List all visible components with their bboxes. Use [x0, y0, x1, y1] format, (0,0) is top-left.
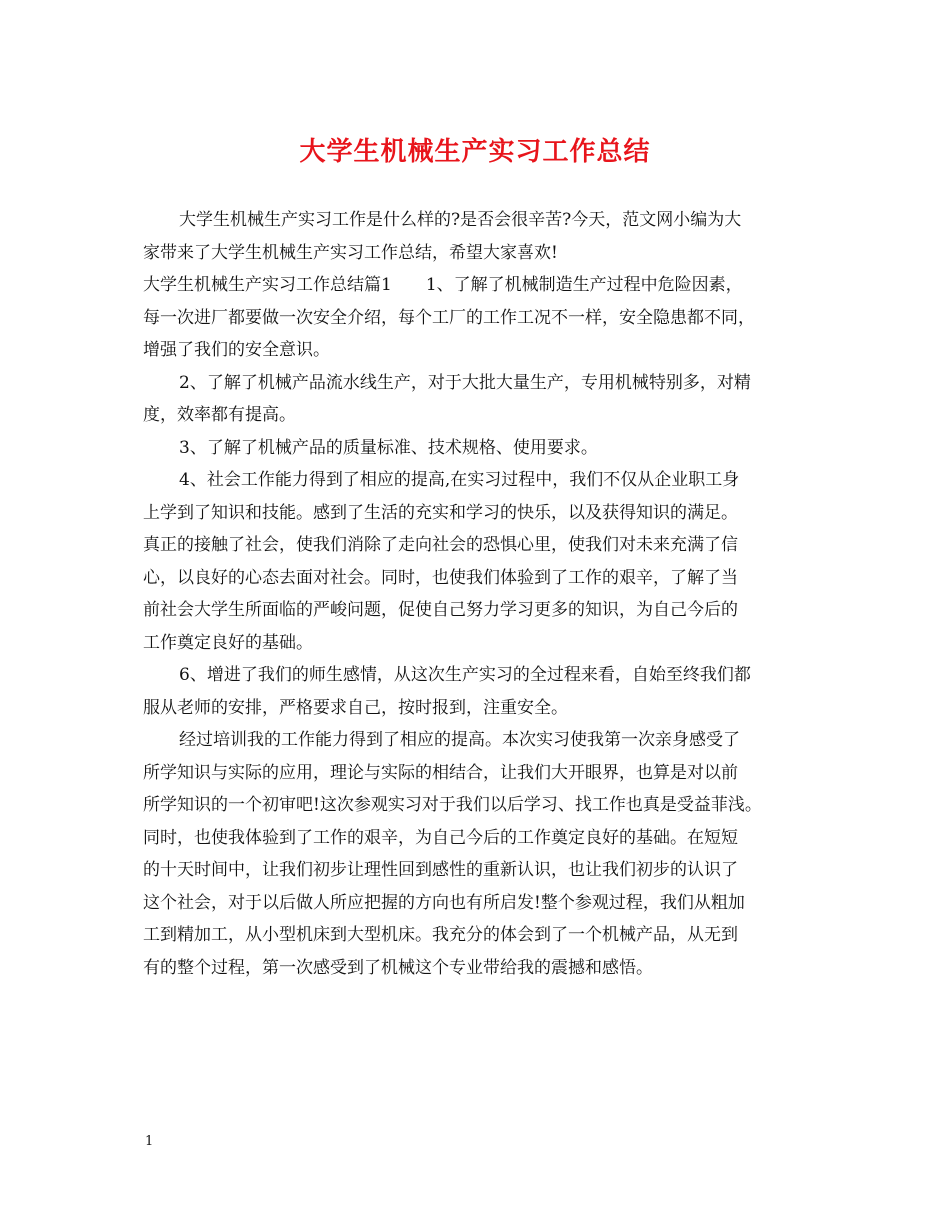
text-line: 前社会大学生所面临的严峻问题，促使自己努力学习更多的知识，为自己今后的 — [143, 600, 738, 620]
text-line: 3、了解了机械产品的质量标准、技术规格、使用要求。 — [179, 437, 598, 458]
text-line: 服从老师的安排，严格要求自己，按时报到，注重安全。 — [143, 697, 568, 718]
text-line: 工到精加工，从小型机床到大型机床。我充分的体会到了一个机械产品，从无到 — [143, 925, 738, 945]
text-line: 家带来了大学生机械生产实习工作总结，希望大家喜欢! — [143, 242, 558, 263]
text-line: 大学生机械生产实习工作总结篇1 1、了解了机械制造生产过程中危险因素， — [143, 275, 743, 295]
text-line: 所学知识的一个初审吧!这次参观实习对于我们以后学习、找工作也真是受益菲浅。 — [143, 795, 762, 815]
document-title: 大学生机械生产实习工作总结 — [299, 137, 651, 167]
text-line: 增强了我们的安全意识。 — [143, 340, 330, 360]
text-line: 心，以良好的心态去面对社会。同时，也使我们体验到了工作的艰辛，了解了当 — [143, 567, 738, 588]
text-line: 同时，也使我体验到了工作的艰辛，为自己今后的工作奠定良好的基础。在短短 — [143, 827, 738, 848]
text-line: 6、增进了我们的师生感情，从这次生产实习的全过程来看，自始至终我们都 — [179, 665, 751, 685]
text-line: 真正的接触了社会，使我们消除了走向社会的恐惧心里，使我们对未来充满了信 — [143, 535, 738, 555]
text-line: 度，效率都有提高。 — [143, 405, 296, 425]
text-line: 2、了解了机械产品流水线生产，对于大批大量生产，专用机械特别多，对精 — [179, 372, 751, 393]
text-line: 大学生机械生产实习工作是什么样的?是否会很辛苦?今天，范文网小编为大 — [179, 210, 742, 230]
text-line: 上学到了知识和技能。感到了生活的充实和学习的快乐，以及获得知识的满足。 — [143, 502, 738, 523]
text-line: 工作奠定良好的基础。 — [143, 632, 313, 653]
text-line: 经过培训我的工作能力得到了相应的提高。本次实习使我第一次亲身感受了 — [179, 730, 740, 750]
text-line: 的十天时间中，让我们初步让理性回到感性的重新认识，也让我们初步的认识了 — [143, 860, 738, 880]
text-line: 4、社会工作能力得到了相应的提高,在实习过程中，我们不仅从企业职工身 — [179, 470, 740, 490]
page-number: 1 — [145, 1134, 154, 1149]
text-line: 每一次进厂都要做一次安全介绍，每个工厂的工作工况不一样，安全隐患都不同， — [143, 307, 755, 328]
text-line: 所学知识与实际的应用，理论与实际的相结合，让我们大开眼界，也算是对以前 — [143, 762, 738, 783]
text-line: 这个社会，对于以后做人所应把握的方向也有所启发!整个参观过程，我们从粗加 — [143, 892, 745, 913]
text-line: 有的整个过程，第一次感受到了机械这个专业带给我的震撼和感悟。 — [143, 957, 653, 978]
document-body — [143, 204, 823, 984]
